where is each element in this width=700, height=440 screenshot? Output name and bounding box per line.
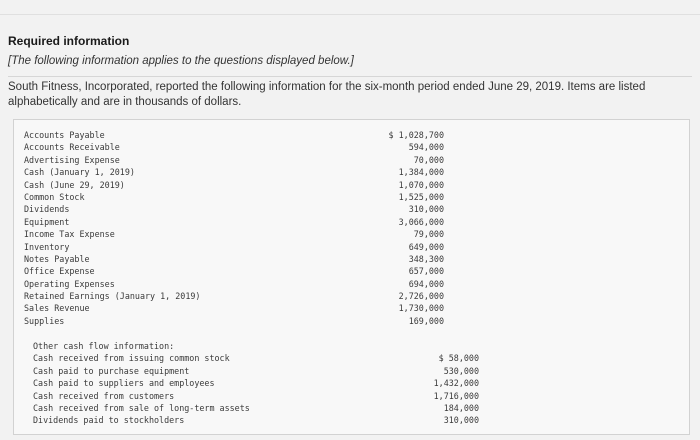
account-row	[24, 254, 444, 266]
account-value: 594,000	[408, 142, 444, 153]
required-information-title: Required information	[8, 34, 130, 48]
account-value: 657,000	[408, 266, 444, 277]
account-row	[24, 155, 444, 167]
account-value: 310,000	[408, 204, 444, 215]
account-value: 3,066,000	[398, 216, 444, 227]
account-label: Cash (June 29, 2019)	[24, 179, 125, 190]
cash-flow-label: Cash received from customers	[33, 390, 175, 401]
account-row	[24, 303, 444, 315]
account-label: Notes Payable	[24, 253, 90, 264]
account-value: 1,730,000	[398, 303, 444, 314]
cash-flow-label: Cash paid to suppliers and employees	[33, 378, 215, 389]
account-value: 1,525,000	[398, 191, 444, 202]
account-row	[24, 291, 444, 303]
account-value: 2,726,000	[398, 291, 444, 302]
accounts-table	[24, 130, 444, 328]
account-value: 649,000	[408, 241, 444, 252]
account-value: $ 1,028,700	[388, 130, 444, 140]
cash-flow-label: Cash received from issuing common stock	[33, 353, 230, 364]
account-label: Accounts Payable	[24, 130, 105, 140]
account-label: Inventory	[24, 241, 70, 252]
account-value: 79,000	[413, 229, 444, 240]
account-value: 169,000	[408, 315, 444, 326]
cash-flow-value: 310,000	[443, 415, 479, 426]
section-divider	[8, 76, 692, 77]
account-row	[24, 192, 444, 204]
top-divider	[0, 14, 700, 15]
cash-flow-row	[33, 353, 479, 365]
account-row	[24, 242, 444, 254]
cash-flow-row	[33, 366, 479, 378]
cash-flow-value: 530,000	[443, 365, 479, 376]
account-label: Common Stock	[24, 191, 85, 202]
intro-text: South Fitness, Incorporated, reported the following information for the six-month period ended June 29, 2019. Items are listed alphabetically and are in thousands of dollars.	[8, 81, 646, 108]
account-row	[24, 279, 444, 291]
account-label: Advertising Expense	[24, 154, 120, 165]
account-value: 1,384,000	[398, 167, 444, 178]
account-label: Equipment	[24, 216, 70, 227]
account-row	[24, 130, 444, 142]
account-label: Cash (January 1, 2019)	[24, 167, 135, 178]
cash-flow-header: Other cash flow information:	[33, 341, 175, 351]
account-row	[24, 204, 444, 216]
instruction-subtitle: [The following information applies to the questions displayed below.]	[8, 55, 354, 67]
account-row	[24, 142, 444, 154]
account-label: Sales Revenue	[24, 303, 90, 314]
account-row	[24, 316, 444, 328]
account-value: 1,070,000	[398, 179, 444, 190]
cash-flow-value: 1,432,000	[433, 378, 479, 389]
account-label: Retained Earnings (January 1, 2019)	[24, 291, 201, 302]
cash-flow-table	[33, 341, 479, 428]
account-row	[24, 266, 444, 278]
cash-flow-row	[33, 391, 479, 403]
cash-flow-label: Cash paid to purchase equipment	[33, 365, 190, 376]
account-label: Operating Expenses	[24, 278, 115, 289]
account-label: Accounts Receivable	[24, 142, 120, 153]
account-value: 70,000	[413, 154, 444, 165]
account-row	[24, 167, 444, 179]
cash-flow-value: 1,716,000	[433, 390, 479, 401]
account-label: Income Tax Expense	[24, 229, 115, 240]
account-row	[24, 229, 444, 241]
cash-flow-label: Cash received from sale of long-term assets	[33, 402, 250, 413]
account-value: 694,000	[408, 278, 444, 289]
cash-flow-value: $ 58,000	[438, 353, 479, 364]
account-label: Dividends	[24, 204, 70, 215]
account-value: 348,300	[408, 253, 444, 264]
account-row	[24, 180, 444, 192]
account-label: Office Expense	[24, 266, 95, 277]
cash-flow-label: Dividends paid to stockholders	[33, 415, 185, 426]
account-row	[24, 217, 444, 229]
cash-flow-row	[33, 415, 479, 427]
cash-flow-value: 184,000	[443, 402, 479, 413]
account-label: Supplies	[24, 315, 65, 326]
cash-flow-row	[33, 378, 479, 390]
cash-flow-row	[33, 403, 479, 415]
